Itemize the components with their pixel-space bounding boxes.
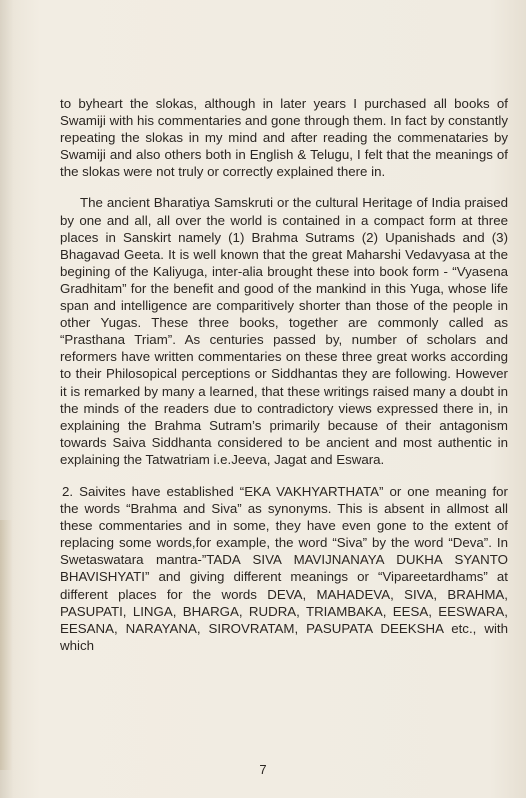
page-number: 7 xyxy=(259,762,267,777)
page-edge-stain xyxy=(0,520,12,770)
paragraph-2: The ancient Bharatiya Samskruti or the cultural Heritage of India praised by one and all, all over the world is contained in a compact form at three places in Sanskirt namely (1) Brahma Sutrams (2) Upanishads and (3) Bhagavad Geeta. It is well known that the great Maharshi Vedavyasa at the begining of the Kaliyuga, inter-alia brought these into book form - “Vyasena Gradhitam” for the benefit and good of the mankind in this Yuga, whose life span and intelligence are comparitively shorter than those of the people in other Yugas. These three books, together are commonly called as “Prasthana Triam”. As centuries passed by, number of scholars and reformers have written commentaries on these three great works according to their Philosopical perceptions or Siddhantas they are following. However it is remarked by many a learned, that these writings raised many a doubt in the minds of the readers due to contradictory views expressed there in, in explaining the Brahma Sutram’s primarily because of their antagonism towards Saiva Siddhanta considered to be ancient and most authentic in explaining the Tatwatriam i.e.Jeeva, Jagat and Eswara. xyxy=(60,195,508,467)
body-text xyxy=(60,95,508,654)
paragraph-1: to byheart the slokas, although in later years I purchased all books of Swamiji with his commentaries and gone through them. In fact by constantly repeating the slokas in my mind and after reading the commenataries by Swamiji and also others both in English & Telugu, I felt that the meanings of the slokas were not truly or correctly explained there in. xyxy=(60,96,508,180)
paragraph-3: 2. Saivites have established “EKA VAKHYARTHATA” or one meaning for the words “Brahma and Siva” as synonyms. This is absent in allmost all these commentaries and in some, they have even gone to the extent of replacing some words,for example, the word “Siva” by the word “Deva”. In Swetaswatara mantra-”TADA SIVA MAVIJNANAYA DUKHA SYANTO BHAVISHYATI” and giving different meanings or “Vipareetardhams” at different places for the words DEVA, MAHADEVA, SIVA, BRAHMA, PASUPATI, LINGA, BHARGA, RUDRA, TRIAMBAKA, EESA, EESWARA, EESANA, NARAYANA, SIROVRATAM, PASUPATA DEEKSHA etc., with which xyxy=(60,483,508,653)
